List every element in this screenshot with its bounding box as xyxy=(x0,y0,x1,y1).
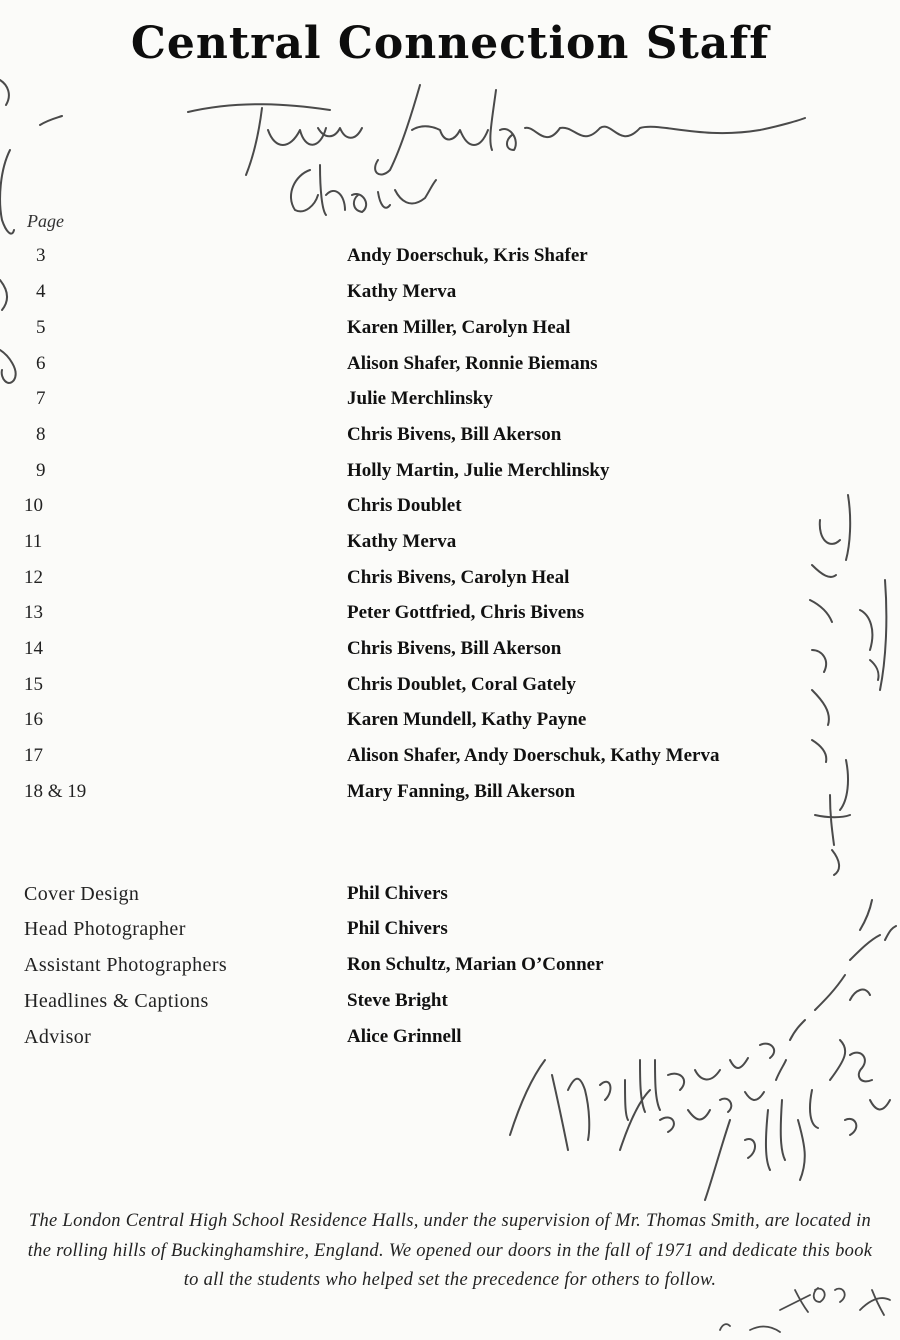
page-number: 12 xyxy=(24,567,43,588)
staff-names: Chris Bivens, Bill Akerson xyxy=(347,424,562,445)
staff-names: Alison Shafer, Ronnie Biemans xyxy=(347,353,598,374)
page-number: 4 xyxy=(36,281,46,302)
credit-role: Headlines & Captions xyxy=(24,990,209,1012)
page-number: 11 xyxy=(24,531,43,552)
staff-names: Holly Martin, Julie Merchlinsky xyxy=(347,460,610,481)
staff-names: Chris Doublet xyxy=(347,495,462,516)
credit-name: Steve Bright xyxy=(347,990,448,1011)
credit-role: Advisor xyxy=(24,1026,92,1048)
page-number: 16 xyxy=(24,709,43,730)
signature-right-margin-vertical xyxy=(810,495,886,875)
signature-tom-sanderson xyxy=(188,85,805,215)
page-number: 3 xyxy=(36,245,46,266)
page-number: 14 xyxy=(24,638,43,659)
dedication-paragraph: The London Central High School Residence Halls, under the supervision of Mr. Thomas Smith, are located in the rolling hills of Buckinghamshire, England. We opened our doors in the fall of 1971 and dedicate this book to all the students who helped set the precedence for others to follow. xyxy=(27,1211,873,1290)
page-number: 13 xyxy=(24,602,43,623)
credit-role: Head Photographer xyxy=(24,918,186,940)
credit-name: Ron Schultz, Marian O’Conner xyxy=(347,954,604,975)
staff-names: Chris Bivens, Carolyn Heal xyxy=(347,567,570,588)
staff-names: Kathy Merva xyxy=(347,531,457,552)
page-number: 15 xyxy=(24,674,43,695)
page-title: Central Connection Staff xyxy=(130,18,770,69)
staff-names: Peter Gottfried, Chris Bivens xyxy=(347,602,585,623)
page-number: 18 & 19 xyxy=(24,781,87,802)
credit-name: Phil Chivers xyxy=(347,918,448,939)
credit-role: Cover Design xyxy=(24,883,140,905)
page-number: 10 xyxy=(24,495,43,516)
page-number: 17 xyxy=(24,745,43,766)
staff-names: Kathy Merva xyxy=(347,281,457,302)
staff-names: Chris Doublet, Coral Gately xyxy=(347,674,577,695)
credit-name: Phil Chivers xyxy=(347,883,448,904)
staff-names: Karen Mundell, Kathy Payne xyxy=(347,709,587,730)
credit-role: Assistant Photographers xyxy=(24,954,228,976)
page-number: 5 xyxy=(36,317,46,338)
staff-names: Julie Merchlinsky xyxy=(347,388,493,409)
staff-names: Mary Fanning, Bill Akerson xyxy=(347,781,576,802)
staff-names: Andy Doerschuk, Kris Shafer xyxy=(347,245,588,266)
signature-meilleurs-voeux xyxy=(510,900,896,1200)
page-number: 8 xyxy=(36,424,46,445)
page-column-label: Page xyxy=(27,211,64,231)
credit-name: Alice Grinnell xyxy=(347,1026,462,1047)
staff-names: Karen Miller, Carolyn Heal xyxy=(347,317,571,338)
page-number: 6 xyxy=(36,353,46,374)
staff-names: Chris Bivens, Bill Akerson xyxy=(347,638,562,659)
staff-names: Alison Shafer, Andy Doerschuk, Kathy Merva xyxy=(347,745,720,766)
page-number: 9 xyxy=(36,460,46,481)
page-number: 7 xyxy=(36,388,46,409)
